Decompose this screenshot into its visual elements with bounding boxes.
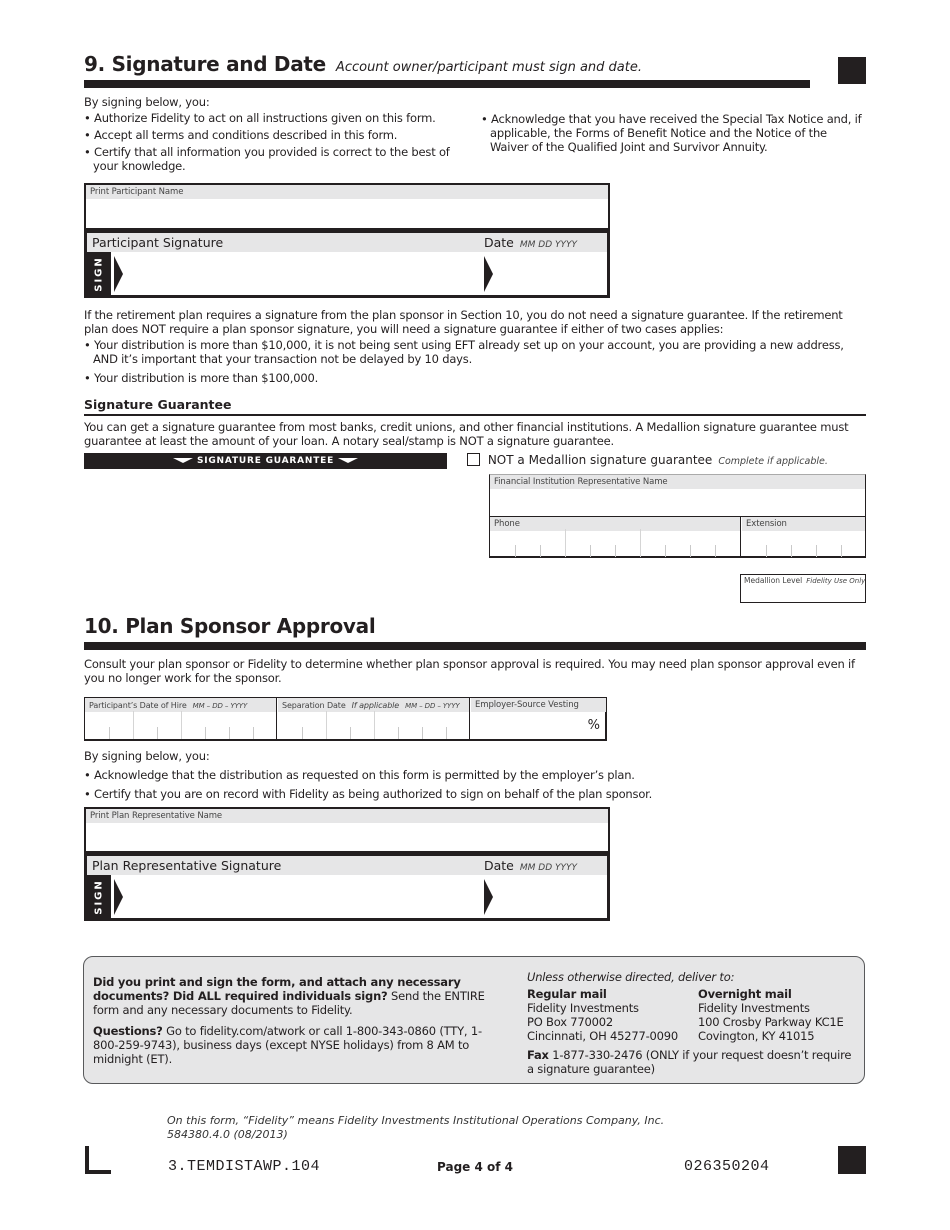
print-plan-rep-name-field[interactable] [84,807,610,852]
separation-date-hint: MM – DD – YYYY [405,702,460,710]
corner-mark-bottom-left [85,1146,111,1174]
signature-arrow-icon [114,879,123,915]
signature-guarantee-heading: Signature Guarantee [84,397,232,412]
fax-info: Fax 1-877-330-2476 (ONLY if your request doesn’t require a signature guarantee) [527,1048,852,1076]
section-9-intro [84,95,464,176]
medallion-level-hint: Fidelity Use Only [806,577,866,585]
vesting-field[interactable] [471,698,606,739]
bullet-certify: • Certify that all information you provided is correct to the best of your knowledge. [84,145,450,173]
extension-field[interactable] [742,517,865,557]
section-10-intro: Consult your plan sponsor or Fidelity to determine whether plan sponsor approval is required. You may need plan sponsor approval even if you no longer work for the sponsor. [84,657,855,685]
guarantee-bullet-1: • Your distribution is more than $10,000, it is not being sent using EFT already set up on your account, you are providing a new address, AND it’s important that your transaction not be delayed by 10 days. [84,338,844,366]
checklist-text: Did you print and sign the form, and attach any necessary documents? Did ALL required individuals sign? Send the ENTIRE form and any necessary documents to Fidelity. [93,975,485,1017]
document-code: 3.TEMDISTAWP.104 [168,1158,321,1175]
signature-guarantee-banner: SIGNATURE GUARANTEE [84,453,447,469]
regular-mail-address: Regular mail Fidelity Investments PO Box 770002 Cincinnati, OH 45277-0090 [527,987,697,1043]
bullet-authorize: • Authorize Fidelity to act on all instructions given on this form. [84,111,436,125]
plan-rep-signature-block [84,851,610,921]
not-medallion-checkbox[interactable] [467,453,480,466]
down-triangle-icon [338,458,358,463]
section-9-rule [84,80,810,88]
deliver-intro: Unless otherwise directed, deliver to: [527,970,735,984]
overnight-mail-address: Overnight mail Fidelity Investments 100 Crosby Parkway KC1E Covington, KY 41015 [698,987,863,1043]
sign-tab: SIGN [87,875,111,918]
bullet-accept: • Accept all terms and conditions described in this form. [84,128,398,142]
down-triangle-icon [173,458,193,463]
section-9-header [84,52,824,76]
plan-dates-row [84,697,607,741]
extension-label: Extension [742,517,865,531]
section-10-sign-intro [84,747,866,804]
hire-date-hint: MM – DD – YYYY [192,702,248,710]
hire-date-label: Participant’s Date of Hire [89,701,187,710]
not-medallion-hint: Complete if applicable. [718,456,828,467]
print-participant-name-label: Print Participant Name [86,185,608,199]
print-plan-rep-name-label: Print Plan Representative Name [86,809,608,823]
date-arrow-icon [484,879,493,915]
plan-rep-signature-field[interactable] [125,875,480,918]
bullet-acknowledge: • Acknowledge that you have received the Special Tax Notice and, if applicable, the Forms of Benefit Notice and the Notice of the Waiver of the Qualified Joint and Survivor Annuity. [481,112,862,154]
separation-date-label: Separation Date [282,701,346,710]
participant-signature-label: Participant Signature [92,235,224,250]
section-9-right-bullets [481,112,866,157]
date-format-hint: MM DD YYYY [519,240,577,250]
registration-mark-top-right [838,57,866,84]
phone-extension-row [489,516,866,558]
signature-arrow-icon [114,256,123,292]
fi-rep-name-label: Financial Institution Representative Name [490,475,865,489]
separation-date-field[interactable] [278,698,470,739]
date-label: Date [484,235,514,250]
intro-text: By signing below, you: [84,95,210,109]
sign-tab: SIGN [87,252,111,295]
submission-info-panel [83,956,865,1084]
participant-date-field[interactable] [495,252,607,295]
phone-label: Phone [490,517,740,531]
plan-rep-date-label: Date [484,858,514,873]
participant-signature-field[interactable] [125,252,480,295]
plan-rep-date-field[interactable] [495,875,607,918]
percent-sign: % [587,718,600,733]
phone-field[interactable] [490,517,741,557]
section-9-title: 9. Signature and Date [84,52,326,76]
barcode-number: 026350204 [684,1158,770,1175]
plan-rep-date-hint: MM DD YYYY [519,863,577,873]
participant-signature-block [84,228,610,298]
fi-rep-name-field[interactable] [489,474,866,516]
separation-if-applicable: If applicable [351,701,400,710]
signature-guarantee-rule [84,414,866,416]
not-medallion-option[interactable] [467,453,828,469]
hire-date-field[interactable] [85,698,277,739]
guarantee-intro: If the retirement plan requires a signature from the plan sponsor in Section 10, you do not need a signature guarantee. If the retirement plan does NOT require a plan sponsor signature, you will need a signature guarantee if either of two cases applies: [84,308,843,336]
footer-definition: On this form, “Fidelity” means Fidelity Investments Institutional Operations Company, Inc. 584380.4.0 (08/2013) [167,1114,665,1141]
medallion-level-label: Medallion Level [744,576,803,585]
registration-mark-bottom-right [838,1146,866,1174]
overnight-mail-heading: Overnight mail [698,987,792,1001]
guarantee-conditions [84,308,866,388]
page-number: Page 4 of 4 [437,1160,513,1174]
regular-mail-heading: Regular mail [527,987,607,1001]
form-number: 584380.4.0 (08/2013) [167,1128,288,1141]
bullet-permitted: • Acknowledge that the distribution as requested on this form is permitted by the employer’s plan. [84,768,635,782]
not-medallion-label: NOT a Medallion signature guarantee [487,453,713,467]
plan-rep-signature-label: Plan Representative Signature [92,858,282,873]
medallion-level-field[interactable] [740,574,866,603]
guarantee-bullet-2: • Your distribution is more than $100,000. [84,371,319,385]
section-9-subtitle: Account owner/participant must sign and date. [335,60,642,75]
print-participant-name-field[interactable] [84,183,610,228]
section-10-title: 10. Plan Sponsor Approval [84,614,376,638]
signature-guarantee-body: You can get a signature guarantee from most banks, credit unions, and other financial institutions. A Medallion signature guarantee must guarantee at least the amount of your loan. A notary seal/stamp is NOT a signature guarantee. [84,420,849,448]
questions-text: Questions? Go to fidelity.com/atwork or call 1-800-343-0860 (TTY, 1-800-259-9743), business days (except NYSE holidays) from 8 AM to midnight (ET). [93,1024,482,1066]
sign-intro-text: By signing below, you: [84,749,210,763]
bullet-authorized: • Certify that you are on record with Fidelity as being authorized to sign on behalf of the plan sponsor. [84,787,653,801]
vesting-label: Employer-Source Vesting [471,698,606,712]
section-10-rule [84,642,866,650]
date-arrow-icon [484,256,493,292]
